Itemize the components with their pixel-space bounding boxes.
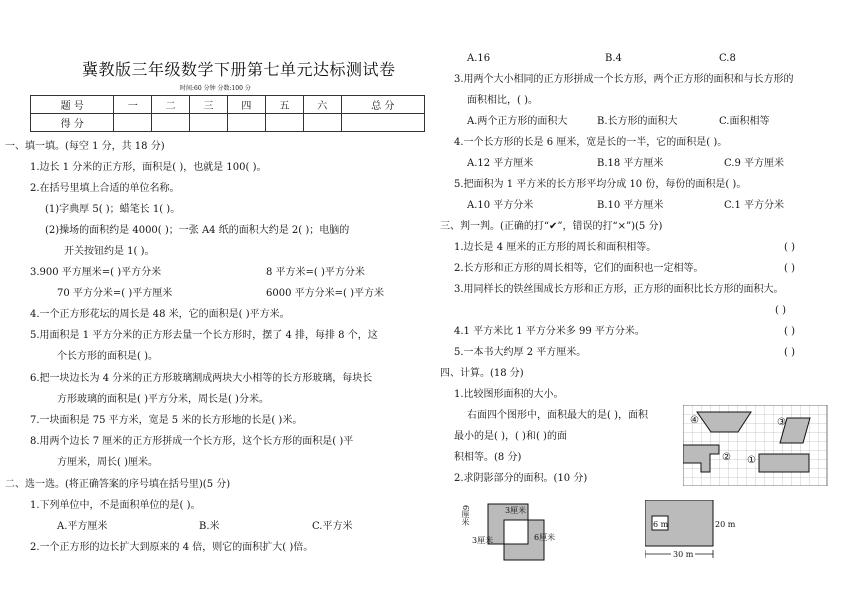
fig2-label-left: 6厘米: [461, 505, 470, 527]
s1-q6a: 6.把一块边长为 4 分米的正方形玻璃割成两块大小相等的长方形玻璃，每块长: [30, 373, 373, 384]
table-cell: 五: [265, 96, 303, 114]
s1-q5b: 个长方形的面积是( )。: [57, 351, 158, 362]
shape-label-1: ①: [747, 455, 756, 466]
section4-heading: 四、计算。(18 分): [440, 368, 524, 379]
rectangle-shape: [759, 454, 809, 472]
s2-q5-option-a: A.10 平方分米: [467, 200, 534, 211]
s1-q7: 7.一块面积是 75 平方米，宽是 5 米的长方形地的长是( )米。: [30, 415, 303, 426]
score-input-cell[interactable]: [303, 114, 341, 132]
s2-q3-option-a: A.两个正方形的面积大: [467, 116, 568, 127]
s1-q8b: 方厘米，周长( )厘米。: [57, 457, 158, 468]
s1-q3c: 70 平方分米=( )平方厘米: [57, 288, 173, 299]
s2-q1-option-c: C.平方米: [312, 521, 353, 532]
s2-q4-option-a: A.12 平方厘米: [467, 158, 534, 169]
fig3-label-inner: 6 m: [653, 520, 669, 529]
s4-q1b: 最小的是( )，( )和( )的面: [454, 431, 567, 442]
s2-q4-option-b: B.18 平方厘米: [597, 158, 664, 169]
s1-q2b: (2)操场的面积约是 4000( )；一张 A4 纸的面积大约是 2( )；电脑的: [45, 225, 350, 236]
fig2-label-inner: 3厘米: [472, 536, 494, 545]
table-cell: 二: [152, 96, 190, 114]
table-row: [31, 96, 425, 114]
s2-q5-option-c: C.1 平方分米: [724, 200, 785, 211]
s1-q2c: 开关按钮约是 1( )。: [64, 246, 155, 257]
time-info: 时间:60 分钟 分数:100 分: [180, 85, 251, 92]
s1-q8a: 8.用两个边长 7 厘米的正方形拼成一个长方形，这个长方形的面积是( )平: [30, 436, 354, 447]
s1-q5a: 5.用面积是 1 平方分米的正方形去量一个长方形时，摆了 4 排，每排 8 个，这: [30, 330, 378, 341]
s1-q4: 4.一个正方形花坛的周长是 48 米，它的面积是( )平方米。: [30, 309, 290, 320]
s2-q5-option-b: B.10 平方厘米: [597, 200, 664, 211]
score-input-cell[interactable]: [114, 114, 152, 132]
s3-q4: 4.1 平方米比 1 平方分米多 99 平方分米。: [454, 326, 645, 337]
score-input-cell[interactable]: [190, 114, 228, 132]
table-cell: 四: [227, 96, 265, 114]
answer-bracket[interactable]: ( ): [784, 263, 795, 274]
s2-q3a: 3.用两个大小相同的正方形拼成一个长方形，两个正方形的面积和与长方形的: [454, 74, 794, 85]
score-table: [30, 95, 425, 132]
s1-q1: 1.边长 1 分米的正方形，面积是( )，也就是 100( )。: [30, 162, 267, 173]
shapes-grid-figure: [683, 405, 833, 486]
s1-q2a: (1)字典厚 5( )；蜡笔长 1( )。: [45, 204, 181, 215]
s4-q1c: 积相等。(8 分): [454, 452, 522, 463]
section1-heading: 一、填一填。(每空 1 分，共 18 分): [5, 141, 165, 152]
s4-q1: 1.比较图形面积的大小。: [454, 389, 564, 400]
s2-q2-option-c: C.8: [719, 53, 736, 64]
s2-q1-option-b: B.米: [199, 521, 220, 532]
s1-q3d: 6000 平方分米=( )平方米: [266, 288, 384, 299]
answer-bracket[interactable]: ( ): [784, 242, 795, 253]
s3-q1: 1.边长是 4 厘米的正方形的周长和面积相等。: [454, 242, 657, 253]
table-cell: 三: [190, 96, 228, 114]
s2-q2: 2.一个正方形的边长扩大到原来的 4 倍，则它的面积扩大( )倍。: [30, 542, 314, 553]
section2-heading: 二、选一选。(将正确答案的序号填在括号里)(5 分): [5, 479, 231, 490]
shape-label-4: ④: [690, 415, 699, 426]
s4-q2: 2.求阴影部分的面积。(10 分): [454, 473, 588, 484]
s2-q3-option-b: B.长方形的面积大: [597, 116, 678, 127]
shape-label-2: ②: [722, 452, 731, 463]
s1-q6b: 方形玻璃的面积是( )平方分米，周长是( )分米。: [57, 394, 269, 405]
table-cell: 一: [114, 96, 152, 114]
s3-q5: 5.一本书大约厚 2 平方厘米。: [454, 347, 587, 358]
s1-q2: 2.在括号里填上合适的单位名称。: [30, 183, 180, 194]
table-cell: 得 分: [31, 114, 114, 132]
s2-q1-option-a: A.平方厘米: [57, 521, 108, 532]
score-input-cell[interactable]: [227, 114, 265, 132]
answer-bracket[interactable]: ( ): [784, 347, 795, 358]
table-cell: 题 号: [31, 96, 114, 114]
s2-q2-option-a: A.16: [467, 53, 491, 64]
section3-heading: 三、判一判。(正确的打“✔”，错误的打“×”)(5 分): [440, 221, 663, 232]
s2-q5: 5.把面积为 1 平方米的长方形平均分成 10 份，每份的面积是( )。: [454, 179, 747, 190]
answer-bracket[interactable]: ( ): [775, 305, 786, 316]
table-cell: 六: [303, 96, 341, 114]
s3-q3: 3.用同样长的铁丝围成长方形和正方形，正方形的面积比长方形的面积大。: [454, 284, 784, 295]
fig2-label-right: 6厘米: [534, 533, 556, 542]
s1-q3b: 8 平方米=( )平方分米: [266, 267, 365, 278]
fig3-label-height: 20 m: [715, 520, 736, 529]
score-input-cell[interactable]: [341, 114, 424, 132]
table-row: [31, 114, 425, 132]
s4-q1a: 右面四个图形中，面积最大的是( )，面积: [467, 410, 648, 421]
table-cell: 总 分: [341, 96, 424, 114]
s2-q4: 4.一个长方形的长是 6 厘米，宽是长的一半，它的面积是( )。: [454, 137, 728, 148]
s2-q2-option-b: B.4: [605, 53, 622, 64]
s2-q1: 1.下列单位中，不是面积单位的是( )。: [30, 500, 201, 511]
fig3-label-width: 30 m: [673, 550, 694, 559]
page-title: 冀教版三年级数学下册第七单元达标测试卷: [82, 60, 396, 79]
s2-q3b: 面积相比，( )。: [467, 95, 538, 106]
score-input-cell[interactable]: [265, 114, 303, 132]
fig2-label-top: 3厘米: [505, 506, 527, 515]
shape-label-3: ③: [777, 417, 786, 428]
s2-q4-option-c: C.9 平方厘米: [724, 158, 785, 169]
s1-q3a: 3.900 平方厘米=( )平方分米: [30, 267, 162, 278]
answer-bracket[interactable]: ( ): [784, 326, 795, 337]
s3-q2: 2.长方形和正方形的周长相等，它们的面积也一定相等。: [454, 263, 704, 274]
score-input-cell[interactable]: [152, 114, 190, 132]
s2-q3-option-c: C.面积相等: [719, 116, 770, 127]
